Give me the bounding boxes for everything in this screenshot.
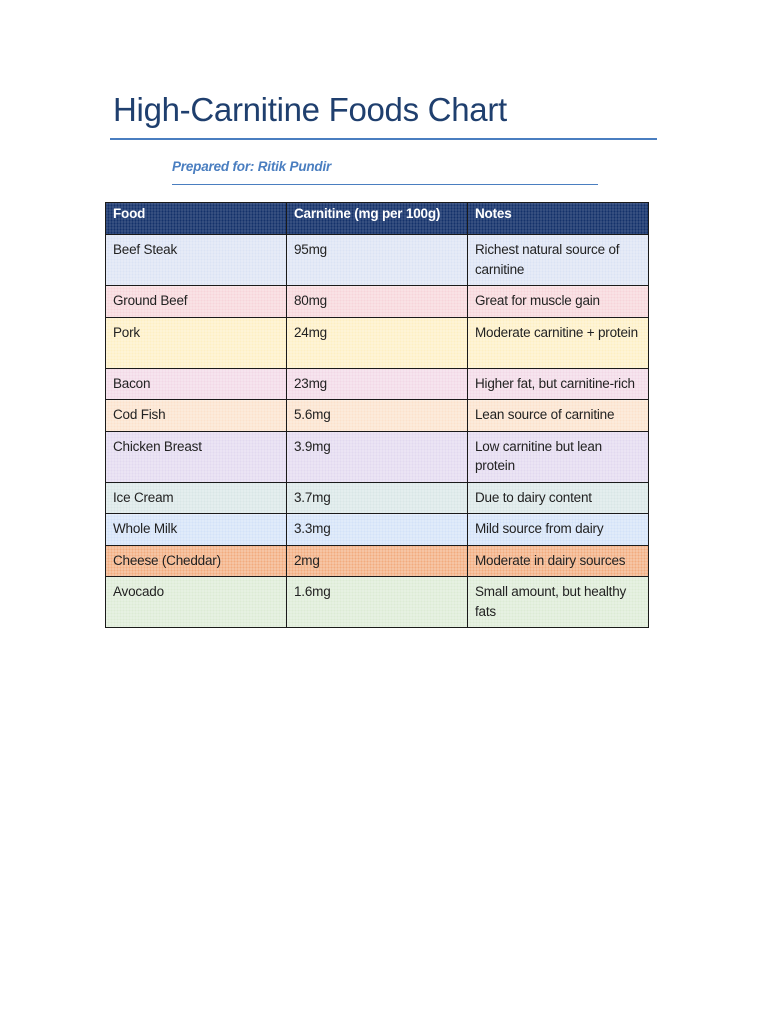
carnitine-cell: 3.9mg — [287, 431, 468, 482]
table-row — [106, 545, 649, 577]
notes-cell: Moderate in dairy sources — [468, 545, 649, 577]
notes-cell: Great for muscle gain — [468, 286, 649, 318]
column-header-notes: Notes — [468, 203, 649, 235]
notes-cell: Small amount, but healthy fats — [468, 577, 649, 628]
table-row — [106, 482, 649, 514]
table-row — [106, 317, 649, 368]
food-cell: Bacon — [106, 368, 287, 400]
table-header-row — [106, 203, 649, 235]
food-cell: Ground Beef — [106, 286, 287, 318]
food-cell: Cheese (Cheddar) — [106, 545, 287, 577]
subtitle-divider — [172, 184, 598, 185]
table-row — [106, 368, 649, 400]
title-divider — [110, 138, 657, 140]
food-cell: Ice Cream — [106, 482, 287, 514]
notes-cell: Richest natural source of carnitine — [468, 235, 649, 286]
notes-cell: Moderate carnitine + protein — [468, 317, 649, 368]
column-header-food: Food — [106, 203, 287, 235]
food-cell: Beef Steak — [106, 235, 287, 286]
carnitine-cell: 95mg — [287, 235, 468, 286]
food-cell: Avocado — [106, 577, 287, 628]
food-cell: Chicken Breast — [106, 431, 287, 482]
table-row — [106, 431, 649, 482]
table-row — [106, 514, 649, 546]
carnitine-cell: 3.7mg — [287, 482, 468, 514]
page-title: High-Carnitine Foods Chart — [113, 91, 507, 128]
column-header-carnitine: Carnitine (mg per 100g) — [287, 203, 468, 235]
carnitine-cell: 80mg — [287, 286, 468, 318]
notes-cell: Higher fat, but carnitine-rich — [468, 368, 649, 400]
notes-cell: Lean source of carnitine — [468, 400, 649, 432]
prepared-for-subtitle: Prepared for: Ritik Pundir — [172, 159, 332, 174]
table-row — [106, 577, 649, 628]
food-cell: Cod Fish — [106, 400, 287, 432]
carnitine-cell: 24mg — [287, 317, 468, 368]
notes-cell: Due to dairy content — [468, 482, 649, 514]
carnitine-foods-table — [105, 202, 649, 628]
table-row — [106, 400, 649, 432]
food-cell: Whole Milk — [106, 514, 287, 546]
notes-cell: Mild source from dairy — [468, 514, 649, 546]
table-row — [106, 286, 649, 318]
carnitine-cell: 5.6mg — [287, 400, 468, 432]
notes-cell: Low carnitine but lean protein — [468, 431, 649, 482]
food-cell: Pork — [106, 317, 287, 368]
carnitine-cell: 3.3mg — [287, 514, 468, 546]
carnitine-cell: 23mg — [287, 368, 468, 400]
carnitine-cell: 1.6mg — [287, 577, 468, 628]
carnitine-cell: 2mg — [287, 545, 468, 577]
table-row — [106, 235, 649, 286]
